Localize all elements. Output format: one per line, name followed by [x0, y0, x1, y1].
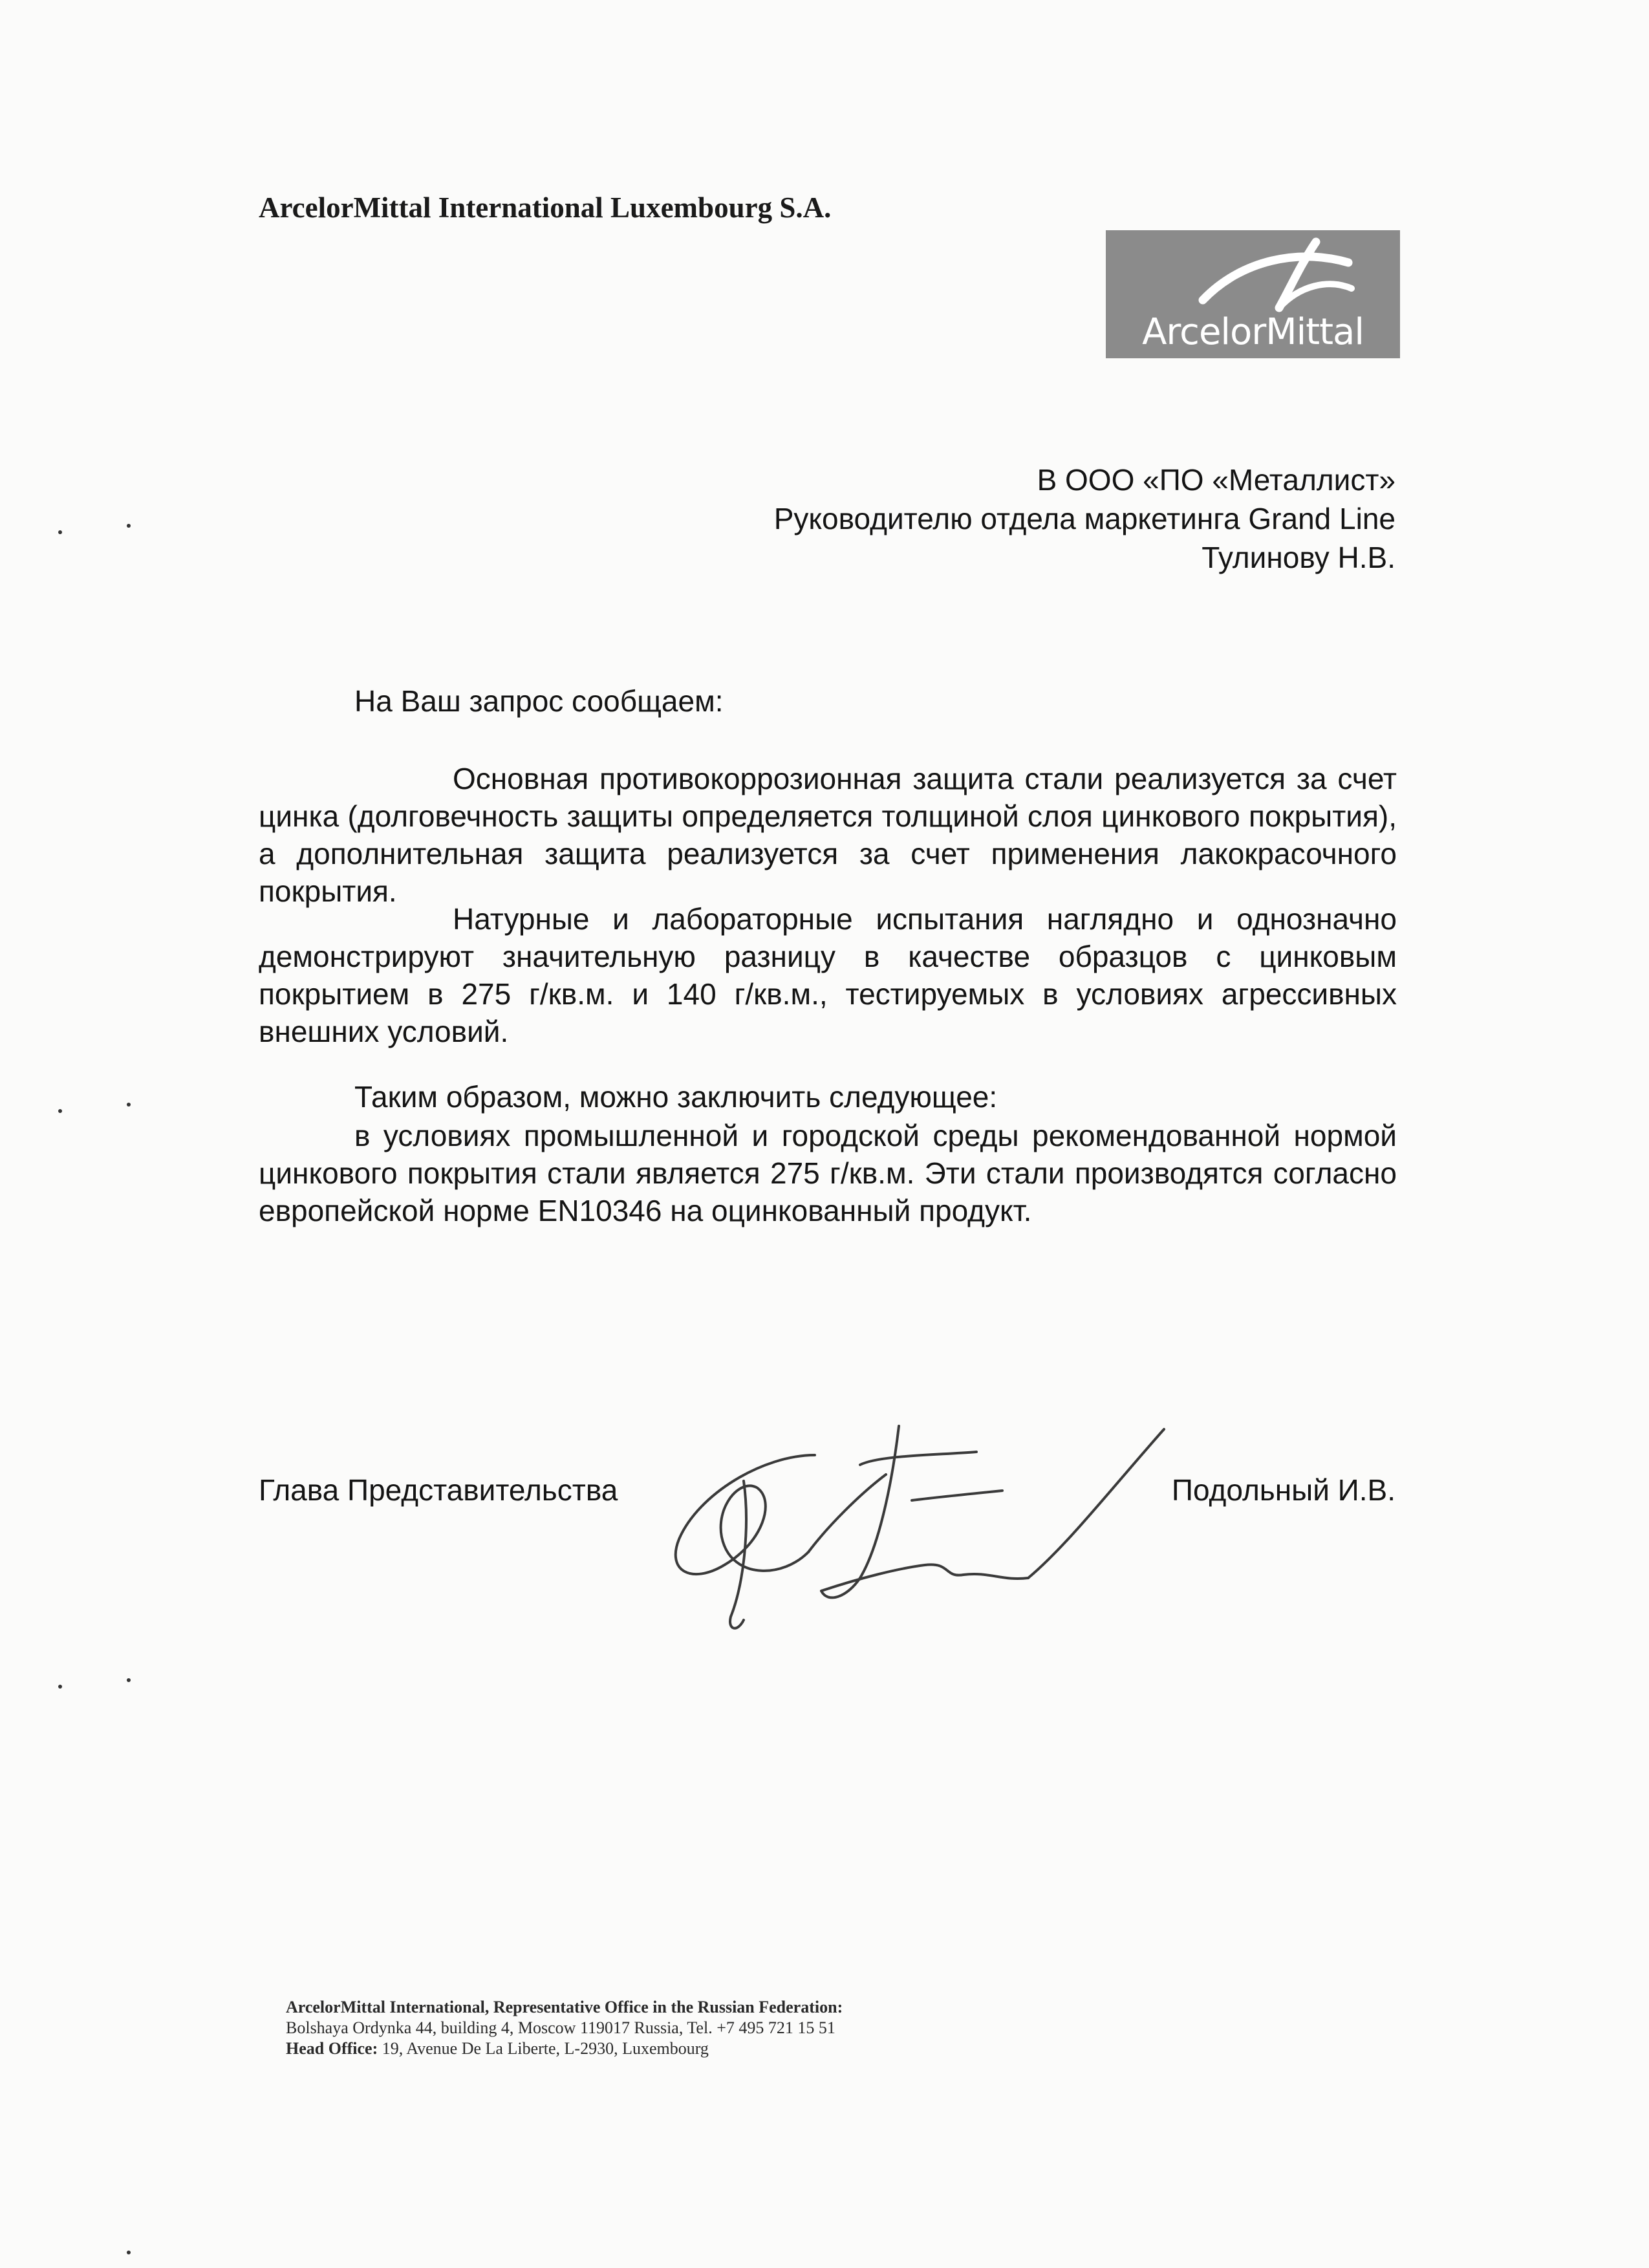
- paragraph-conclusion: в условиях промышленной и городской среды рекомендованной нормой цинкового покрытия стали является 275 г/кв.м. Эти стали производятся согласно европейской норме EN10346 на оцинкованный продукт.: [259, 1119, 1397, 1227]
- logo-wordmark: ArcelorMittal: [1142, 311, 1364, 353]
- addressee-block: [774, 460, 1396, 577]
- scan-dot: [58, 1109, 62, 1113]
- scan-dot: [127, 2251, 131, 2254]
- addressee-line: Тулинову Н.В.: [1202, 541, 1396, 574]
- addressee-line: В ООО «ПО «Металлист»: [1037, 463, 1396, 497]
- signatory-name: Подольный И.В.: [1171, 1473, 1396, 1507]
- addressee-line: Руководителю отдела маркетинга Grand Line: [773, 502, 1396, 535]
- footer-office-line: ArcelorMittal International, Representative Office in the Russian Federation:: [286, 1998, 843, 2016]
- scan-dot: [127, 1678, 131, 1682]
- footer-head-office-label: Head Office:: [286, 2039, 378, 2058]
- paragraph-protection: Основная противокоррозионная защита стали реализуется за счет цинка (долговечность защиты определяется толщиной слоя цинкового покрытия), а дополнительная защита реализуется за счет применения лакокрасочного покрытия.: [259, 762, 1397, 908]
- company-name: ArcelorMittal International Luxembourg S.A.: [259, 191, 832, 224]
- handwritten-signature: [666, 1416, 1183, 1649]
- footer-address-line: Bolshaya Ordynka 44, building 4, Moscow 119017 Russia, Tel. +7 495 721 15 51: [286, 2018, 835, 2037]
- signatory-title: Глава Представительства: [259, 1473, 618, 1507]
- scan-dot: [127, 1103, 131, 1107]
- footer-head-office-line: [286, 2038, 843, 2059]
- scan-dot: [127, 524, 131, 528]
- arcelormittal-logo: [1106, 230, 1400, 358]
- paragraph-conclusion-intro: Таким образом, можно заключить следующее:: [354, 1080, 998, 1114]
- scan-dot: [58, 530, 62, 534]
- greeting: На Ваш запрос сообщаем:: [354, 684, 724, 718]
- footer-block: [286, 1997, 843, 2059]
- footer-head-office-address: 19, Avenue De La Liberte, L-2930, Luxembourg: [378, 2039, 709, 2058]
- scan-dot: [58, 1685, 62, 1689]
- paragraph-tests: Натурные и лабораторные испытания наглядно и однозначно демонстрируют значительную разницу в качестве образцов с цинковым покрытием в 275 г/кв.м. и 140 г/кв.м., тестируемых в условиях агрессивных внешних условий.: [259, 902, 1397, 1048]
